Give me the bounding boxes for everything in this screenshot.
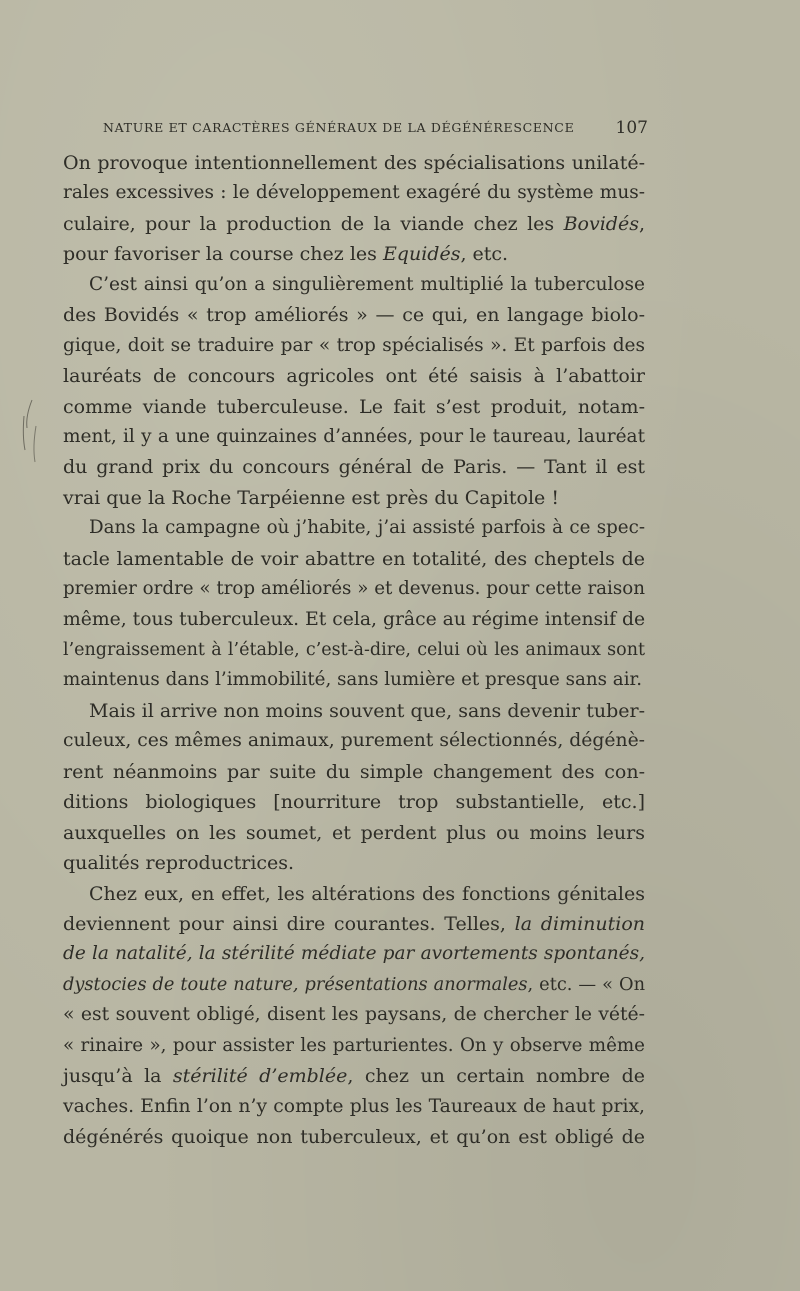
text-line [63, 635, 645, 665]
text-line [63, 361, 645, 391]
text-line [63, 1000, 645, 1030]
text-line [63, 331, 645, 361]
text-line [63, 818, 645, 848]
body-text [63, 148, 645, 1152]
text-line [63, 178, 645, 208]
italic-text: stérilité d’emblée [172, 1065, 348, 1088]
line-text: Chez eux, en effet, les altérations des fonctions génitales [89, 882, 645, 905]
line-text: du grand prix du concours général de Paris. — Tant il est [63, 456, 645, 479]
text-line [63, 270, 645, 300]
italic-text: Bovidés [563, 212, 639, 235]
line-text: comme viande tuberculeuse. Le fait s’est produit, notam- [63, 395, 645, 418]
text-line [63, 148, 645, 178]
text-line [63, 787, 645, 817]
line-text: vaches. Enfin l’on n’y compte plus les Taureaux de haut prix, [63, 1095, 645, 1117]
line-text: culaire, pour la production de la viande chez les [63, 212, 564, 235]
text-line [63, 665, 645, 695]
text-line [63, 300, 645, 330]
italic-text: Equidés [382, 243, 461, 266]
text-line [63, 1122, 645, 1152]
line-text: jusqu’à la [63, 1065, 173, 1088]
italic-text: de la natalité, la stérilité médiate par avortements spontanés, [63, 943, 645, 965]
line-text: pour favoriser la course chez les [63, 243, 383, 266]
text-line [63, 848, 645, 878]
line-text-after: , etc. [460, 243, 509, 266]
text-line [63, 1092, 645, 1122]
text-line [63, 696, 645, 726]
line-text: maintenus dans l’immobilité, sans lumière et presque sans air. [63, 669, 643, 691]
line-text: ment, il y a une quinzaines d’années, pour le taureau, lauréat [63, 425, 645, 447]
line-text: auxquelles on les soumet, et perdent plus ou moins leurs [63, 821, 645, 844]
running-header [103, 120, 648, 142]
text-line [63, 726, 645, 756]
text-line [63, 1031, 645, 1061]
text-line [63, 909, 645, 939]
line-text: Dans la campagne où j’habite, j’ai assisté parfois à ce spec- [89, 517, 645, 539]
line-text: lauréats de concours agricoles ont été saisis à l’abattoir [63, 365, 645, 388]
line-text-after: , [638, 212, 645, 235]
line-text: vrai que la Roche Tarpéienne est près du Capitole ! [63, 486, 559, 509]
page-number: 107 [615, 118, 648, 138]
running-title: NATURE ET CARACTÈRES GÉNÉRAUX DE LA DÉGÉNÉRESCENCE [103, 120, 575, 135]
text-line [63, 422, 645, 452]
text-line [63, 483, 645, 513]
text-line [63, 452, 645, 482]
text-line [63, 392, 645, 422]
line-text: dégénérés quoique non tuberculeux, et qu’on est obligé de [63, 1126, 645, 1148]
text-line [63, 574, 645, 604]
line-text: culeux, ces mêmes animaux, purement sélectionnés, dégénè- [63, 730, 645, 752]
text-line [63, 757, 645, 787]
line-text: « rinaire », pour assister les parturientes. On y observe même [63, 1034, 645, 1056]
text-line [63, 239, 645, 269]
line-text: des Bovidés « trop améliorés » — ce qui, en langage biolo- [63, 304, 645, 327]
line-text: rales excessives : le développement exagéré du système mus- [63, 182, 645, 204]
line-text: tacle lamentable de voir abattre en totalité, des cheptels de [63, 547, 645, 570]
margin-pencil-mark [18, 398, 48, 468]
line-text-after: , etc. — « On [527, 974, 645, 995]
text-line [63, 1061, 645, 1091]
line-text: même, tous tuberculeux. Et cela, grâce au régime intensif de [63, 608, 646, 630]
line-text-after: , chez un certain nombre de [347, 1065, 645, 1088]
text-line [63, 879, 645, 909]
line-text: premier ordre « trop améliorés » et devenus. pour cette raison [63, 578, 645, 600]
line-text: qualités reproductrices. [63, 852, 295, 875]
italic-text: dystocies de toute nature, présentations anormales [63, 974, 528, 995]
line-text: l’engraissement à l’étable, c’est-à-dire, celui où les animaux sont [63, 640, 645, 660]
line-text: deviennent pour ainsi dire courantes. Telles, [63, 912, 515, 935]
text-line [63, 939, 645, 969]
line-text: rent néanmoins par suite du simple changement des con- [63, 760, 645, 783]
italic-text: la diminution [514, 912, 646, 935]
line-text: On provoque intentionnellement des spécialisations unilaté- [63, 152, 645, 174]
text-line [63, 209, 645, 239]
line-text: C’est ainsi qu’on a singulièrement multiplié la tuberculose [89, 273, 645, 295]
text-line [63, 513, 645, 543]
text-line [63, 605, 645, 635]
text-line [63, 544, 645, 574]
text-line [63, 970, 645, 1000]
line-text: gique, doit se traduire par « trop spécialisés ». Et parfois des [63, 334, 645, 356]
line-text: ditions biologiques [nourriture trop substantielle, etc.] [63, 791, 645, 814]
line-text: « est souvent obligé, disent les paysans, de chercher le vété- [63, 1004, 645, 1026]
line-text: Mais il arrive non moins souvent que, sans devenir tuber- [89, 699, 645, 722]
